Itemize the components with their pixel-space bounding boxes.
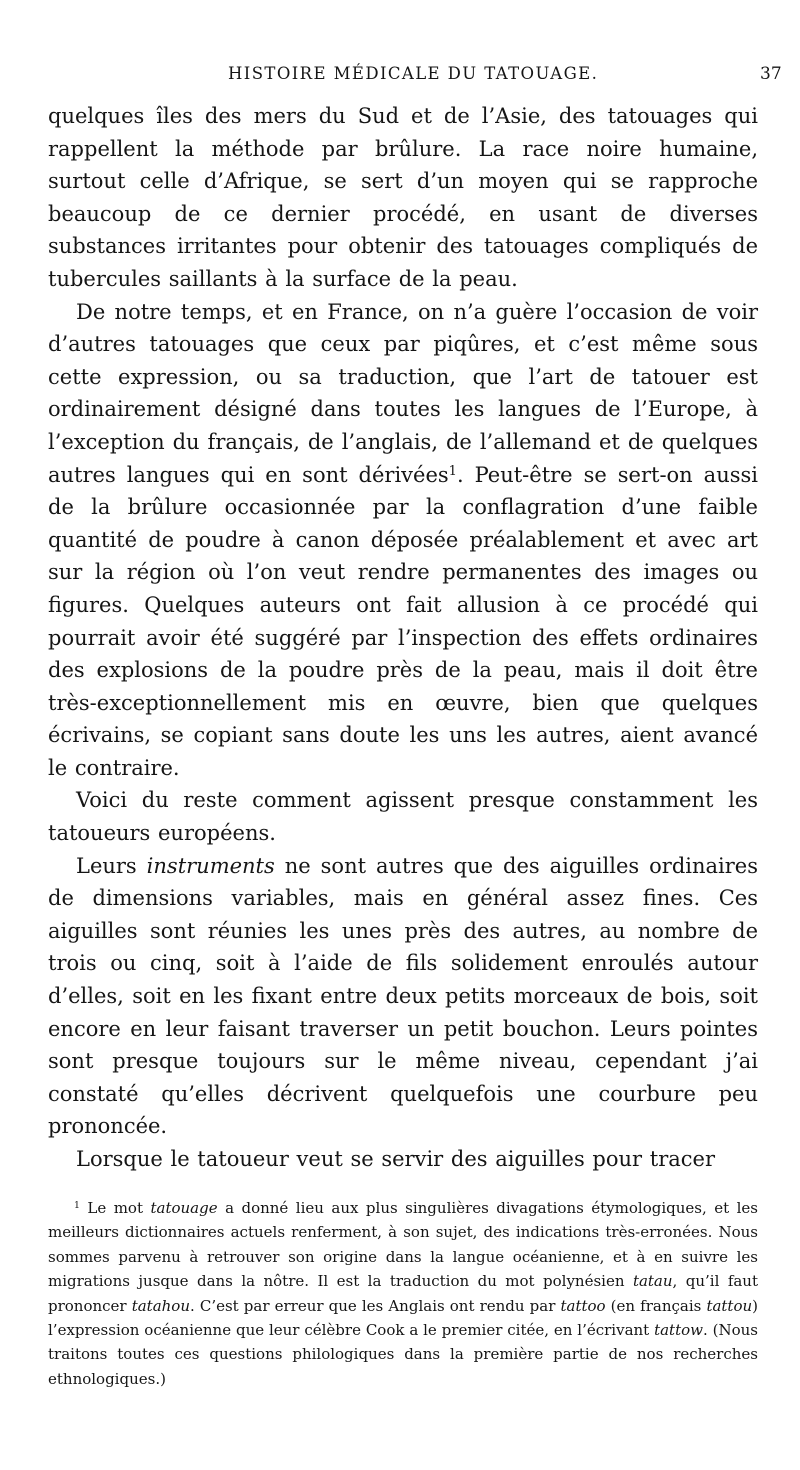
paragraph-2-part-b: . Peut-être se sert-on aussi de la brûlure occasionnée par la conflagration d’une faible quantité de poudre à canon déposée préalablement et avec art sur la région où l’on veut rendre permanentes des images ou figures. Quelques auteurs ont fait allusion à ce procédé qui pourrait avoir été suggéré par l’inspection des effets ordinaires des explosions de la poudre près de la peau, mais il doit être très-exceptionnellement mis en œuvre, bien que quelques écrivains, se copiant sans doute les uns les autres, aient avancé le contraire. bbox=[48, 462, 758, 780]
paragraph-4 bbox=[48, 850, 758, 1143]
main-text bbox=[48, 100, 758, 1176]
emphasis-instruments: instruments bbox=[146, 853, 275, 878]
footnote-emphasis-6: tattow bbox=[654, 1321, 703, 1340]
paragraph-4-part-b: ne sont autres que des aiguilles ordinaires de dimensions variables, mais en général assez fines. Ces aiguilles sont réunies les unes près des autres, au nombre de trois ou cinq, soit à l’aide de fils solidement enroulés autour d’elles, soit en les fixant entre deux petits morceaux de bois, soit encore en leur faisant traverser un petit bouchon. Leurs pointes sont presque toujours sur le même niveau, cependant j’ai constaté qu’elles décrivent quelquefois une courbure peu prononcée. bbox=[48, 853, 758, 1139]
footnote-reference[interactable]: 1 bbox=[448, 463, 457, 479]
footnote-text-1: Le mot bbox=[79, 1199, 151, 1217]
footnote-text-5: (en français bbox=[605, 1296, 707, 1315]
footnote-emphasis-2: tatau bbox=[632, 1272, 673, 1291]
footnote-marker: 1 bbox=[74, 1199, 80, 1211]
footnote-emphasis-5: tattou bbox=[706, 1296, 753, 1315]
running-title: HISTOIRE MÉDICALE DU TATOUAGE. bbox=[228, 64, 599, 83]
footnote-text-6: ) l’expression océanienne que leur célèbre Cook a le premier citée, en l’écrivant bbox=[48, 1296, 759, 1340]
footnote-1 bbox=[48, 1196, 758, 1391]
footnote-text-2: a donné lieu aux plus singulières divagations étymologiques, et les meilleurs dictionnaires actuels renferment, à son sujet, des indications très-erronées. Nous sommes parvenu à retrouver son origine dans la langue océanienne, et à en suivre les migrations jusque dans la nôtre. Il est la traduction du mot polynésien bbox=[48, 1199, 758, 1291]
paragraph-3: Voici du reste comment agissent presque constamment les tatoueurs européens. bbox=[48, 788, 758, 846]
page-number: 37 bbox=[760, 64, 782, 84]
footnote-text-7: . (Nous traitons toutes ces questions philologiques dans la première partie de nos recherches ethnologiques.) bbox=[48, 1321, 758, 1388]
footnote-text-3: , qu’il faut prononcer bbox=[48, 1272, 758, 1315]
footnote-text-4: . C’est par erreur que les Anglais ont rendu par bbox=[190, 1296, 561, 1315]
running-header bbox=[0, 64, 800, 94]
paragraph-4-part-a: Leurs bbox=[76, 853, 147, 878]
footnote-emphasis-3: tatahou bbox=[131, 1296, 190, 1315]
paragraph-2 bbox=[48, 296, 758, 785]
footnote-emphasis-4: tattoo bbox=[560, 1296, 606, 1315]
paragraph-5: Lorsque le tatoueur veut se servir des aiguilles pour tracer bbox=[76, 1147, 715, 1171]
paragraph-1: quelques îles des mers du Sud et de l’Asie, des tatouages qui rappellent la méthode par brûlure. La race noire humaine, surtout celle d’Afrique, se sert d’un moyen qui se rapproche beaucoup de ce dernier procédé, en usant de diverses substances irritantes pour obtenir des tatouages compliqués de tubercules saillants à la surface de la peau. bbox=[48, 104, 758, 291]
footnote-emphasis-1: tatouage bbox=[150, 1199, 218, 1217]
footnote-area bbox=[48, 1196, 758, 1391]
paragraph-2-part-a: De notre temps, et en France, on n’a guère l’occasion de voir d’autres tatouages que ceux par piqûres, et c’est même sous cette expression, ou sa traduction, que l’art de tatouer est ordinairement désigné dans toutes les langues de l’Europe, à l’exception du français, de l’anglais, de l’allemand et de quelques autres langues qui en sont dérivées bbox=[48, 299, 758, 487]
